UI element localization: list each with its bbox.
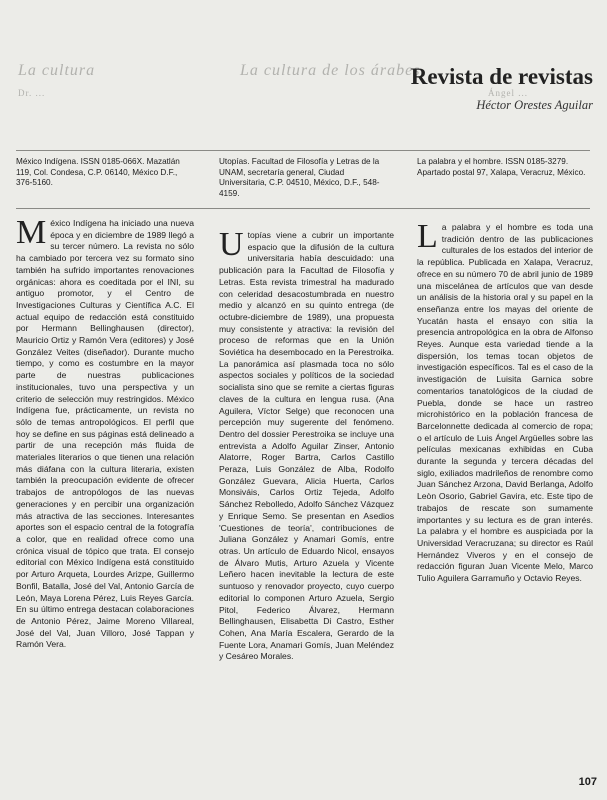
bleed-through-sub-left: Dr. ...: [18, 88, 46, 98]
review-1-text: [16, 214, 194, 758]
bleed-through-title-right: La cultura de los árabes: [240, 62, 421, 79]
bleed-through-title-left: La cultura: [18, 62, 96, 79]
author-byline: Héctor Orestes Aguilar: [476, 98, 593, 112]
review-3-body: a palabra y el hombre es toda una tradición dentro de las publicaciones culturales de los estados del interior de la república. Publicada en Xalapa, Veracruz, ofrece en su número 70 de abril junio de 1989 una miscelánea de artículos que van desde un análisis de la historia oral y su papel en la enseñanza entre los mayas del oriente de Yucatán hasta el ensayo con sitia la presencia antropológica en la obra de Alfonso Reyes. Aunque esta variedad tiende a la dispersión, los temas tocan objetos de investigación específicos. Tal es el caso de la investigación de Luisita Garnica sobre comentarios tanatológicos de la ciudad de Puebla, donde se hace un rastreo microhistórico en la población francesa de Barcelonnette dedicada al comercio de ropa; o el artículo de Luis Ángel Argüelles sobre las películas mexicanas exhibidas en Cuba durante la segunda y tercera décadas del siglo, exiliados madrileños de renombre como Juan Sánchez Arzona, David Berlanga, Adolfo Leòn Osorio, Gabriel Gavira, etc. Este tipo de trabajos de rescate son sumamente importantes y su lectura es de gran interés. La palabra y el hombre es auspiciada por la Universidad Veracruzana; su director es Raúl Hernández Viveros y en el consejo de redacción figuran Juan Vicente Melo, Marco Tulio Aguilera Garramuño y Octavio Reyes.: [417, 222, 593, 584]
review-3-text: [417, 218, 593, 762]
header-rule: [16, 150, 590, 151]
review-2-body: topías viene a cubrir un importante espacio que la difusión de la cultura universitaria había descuidado: una publicación para la Facultad de Filosofía y Letras. Esta revista trimestral ha madurado con celeridad desacostumbrada en nuestro medio y alcanzó en su quinto entrega (de octubre-diciembre de 1989), una propuesta muy consistente y atractiva: la revisión del proceso de reformas que en la Unión Soviética ha desembocado en la Perestroika. La panorámica así plasmada toca no sólo aspectos sociales y políticos de la sociedad socialista sino que se remite a ciertas figuras claves de la cultura en lengua rusa. (Ana Aguilera, Víctor Selge) que reconocen una percepción muy sugerente del fenómeno. Dentro del dossier Perestroika se incluye una entrevista a Adolfo Aguilar Zinser, Antonio Alatorre, Roger Bartra, Carlos Castillo Peraza, Luis González de Alba, Rodolfo González Guevara, Alicia Huerta, Carlos Monsiváis, Carlos Ortiz Tejeda, Adolfo Sánchez Rebolledo, Adolfo Sánchez Vázquez y Enrique Semo. Se presentan en Asedios 'Cuestiones de teoría', contribuciones de Juliana González y Anamari Gomís, entre otras. Un artículo de Eduardo Nicol, ensayos de Álvaro Mutis, Arturo Azuela y Vicente Leñero hacen inevitable la lectura de este suntuoso y renovador proyecto, cuyo cuerpo editorial lo componen Arturo Azuela, Sergio Pitol, Federico Álvarez, Hermann Bellinghausen, Elisabetta Di Castro, Esther Cohen, Ana María Escalera, Gerardo de la Fuente Lora, Anamari Gomís, Juan Meléndez y Cesáreo Morales.: [219, 230, 394, 662]
section-title: Revista de revistas: [410, 64, 593, 89]
meta-rule: [16, 208, 590, 209]
review-3-dropcap: L: [417, 218, 438, 255]
review-1-body: éxico Indígena ha iniciado una nueva época y en diciembre de 1989 llegó a su tercer número. La revista no sólo ha cambiado por tercera vez su formato sino también ha sufrido importantes renovaciones orgánicas: ahora es coeditada por el INI, su antiguo promotor, y el Centro de Investigaciones Culturas y Científica A.C. El actual equipo de redacción está constituido por Hermann Bellinghausen (director), Mauricio Ortiz y Ramón Vera (editores) y José González Veites (diseñador). Durante mucho tiempo, y como es costumbre en la mayor parte de nuestras publicaciones institucionales, tuvo una perspectiva y un criterio de selección muy restringidos. México Indígena fue, prácticamente, un revista no sólo de temas antropológicos. El perfil que hoy se define en sus páginas está delineado a partir de una recepción más fluida de materiales literarios o que tienen una relación más diáfana con la cultura literaria, existen también la preocupación evidente de ofrecer trabajos de antropólogos de las nuevas generaciones y en percibir una organización más atractiva de las secciones. Interesantes aportes son el espacio central de la fotografía a color, que en realidad ofrece como una crónica visual de tópico que trata. El consejo editorial con México Indígena está constituido por Arturo Arqueta, Lourdes Arizpe, Guillermo Bonfil, Batalla, José del Val, Antonio García de León, Maya Lorena Pérez, Luis Reyes García. En su último entrega destacan colaboraciones de Antonio Pérez, Jaime Moreno Villareal, José del Val, Juan Villoro, José Tappan y Ramón Vera.: [16, 218, 194, 650]
review-2-publication-info: Utopías. Facultad de Filosofía y Letras de la UNAM, secretaría general, Ciudad Universitaria, C.P. 04510, México, D.F., 548-4159.: [219, 157, 380, 198]
review-3-publication-info: La palabra y el hombre. ISSN 0185-3279. Apartado postal 97, Xalapa, Veracruz, México.: [417, 157, 586, 177]
bleed-through-sub-right: Ángel ...: [488, 88, 528, 98]
review-1-publication-info: México Indígena. ISSN 0185-066X. Mazatlán 119, Col. Condesa, C.P. 06140, México D.F., 376-5160.: [16, 157, 180, 187]
review-2-dropcap: U: [219, 226, 244, 263]
page-number: 107: [578, 776, 597, 788]
review-2-text: [219, 226, 394, 760]
review-1-dropcap: M: [16, 214, 47, 251]
